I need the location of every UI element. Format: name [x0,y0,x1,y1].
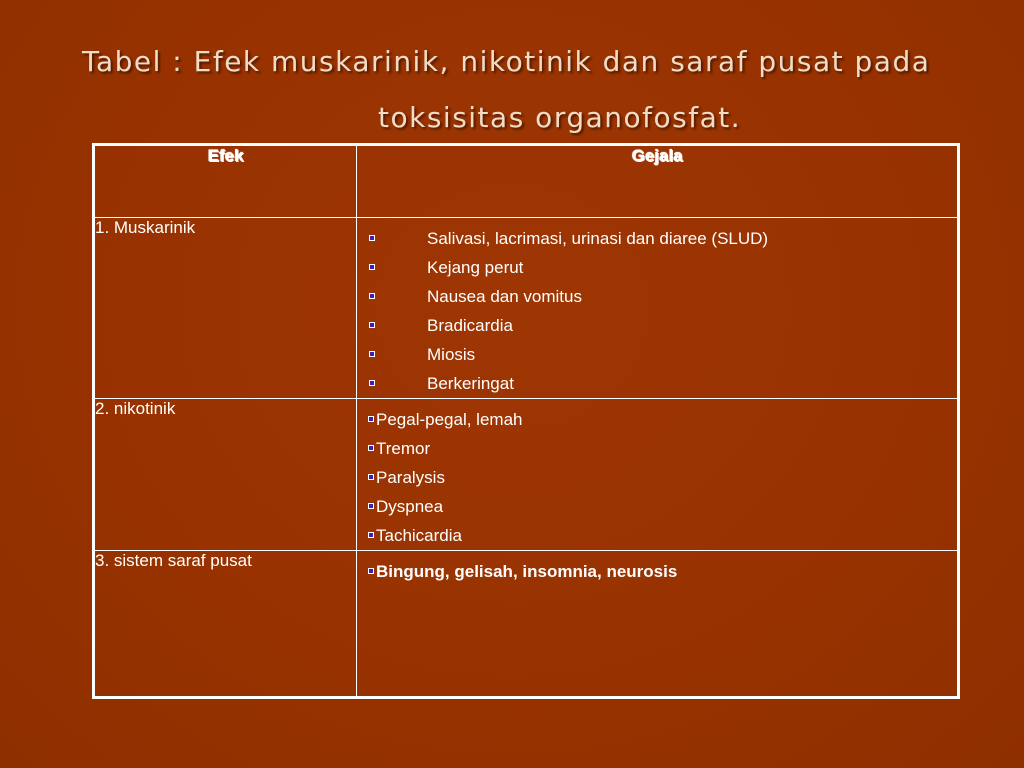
square-bullet-icon [368,445,374,451]
symptom-text: Nausea dan vomitus [427,287,582,306]
table-row-muskarinik [94,218,959,399]
slide-title-line-2: toksisitas organofosfat. [378,101,742,134]
symptom-text: Salivasi, lacrimasi, urinasi dan diaree (SLUD) [427,229,769,248]
header-gejala: Gejala [357,145,959,218]
symptom-list-sistem-saraf-pusat [357,551,957,586]
effect-nikotinik: 2. nikotinik [94,399,357,551]
square-bullet-icon [369,380,375,386]
effect-sistem-saraf-pusat: 3. sistem saraf pusat [94,551,357,698]
symptom-text: Tremor [376,439,431,458]
square-bullet-icon [368,568,374,574]
list-item [357,405,957,434]
symptoms-cell-muskarinik [357,218,959,399]
table-header-row [94,145,959,218]
list-item [357,521,957,550]
square-bullet-icon [369,293,375,299]
symptom-text: Tachicardia [376,526,462,545]
square-bullet-icon [369,322,375,328]
list-item [357,282,957,311]
list-item [357,369,957,398]
symptom-list-muskarinik [357,218,957,398]
square-bullet-icon [369,264,375,270]
symptom-text: Kejang perut [427,258,524,277]
list-item [357,434,957,463]
effect-muskarinik: 1. Muskarinik [94,218,357,399]
square-bullet-icon [369,351,375,357]
effects-table [92,143,960,699]
symptom-text: Pegal-pegal, lemah [376,410,523,429]
list-item [357,340,957,369]
square-bullet-icon [368,532,374,538]
symptom-text: Berkeringat [427,374,514,393]
square-bullet-icon [368,416,374,422]
list-item [357,253,957,282]
header-efek: Efek [94,145,357,218]
symptom-text: Dyspnea [376,497,444,516]
symptoms-cell-sistem-saraf-pusat [357,551,959,698]
list-item [357,492,957,521]
square-bullet-icon [368,474,374,480]
slide-title [60,34,990,146]
symptom-text: Bradicardia [427,316,513,335]
square-bullet-icon [368,503,374,509]
symptom-text: Miosis [427,345,476,364]
list-item [357,557,957,586]
symptom-text: Paralysis [376,468,445,487]
symptom-list-nikotinik [357,399,957,550]
list-item [357,311,957,340]
table-row-nikotinik [94,399,959,551]
list-item [357,463,957,492]
symptoms-cell-nikotinik [357,399,959,551]
table-row-sistem-saraf-pusat [94,551,959,698]
square-bullet-icon [369,235,375,241]
list-item [357,224,957,253]
symptom-text: Bingung, gelisah, insomnia, neurosis [376,562,678,581]
slide-title-line-1: Tabel : Efek muskarinik, nikotinik dan saraf pusat pada [82,45,931,78]
